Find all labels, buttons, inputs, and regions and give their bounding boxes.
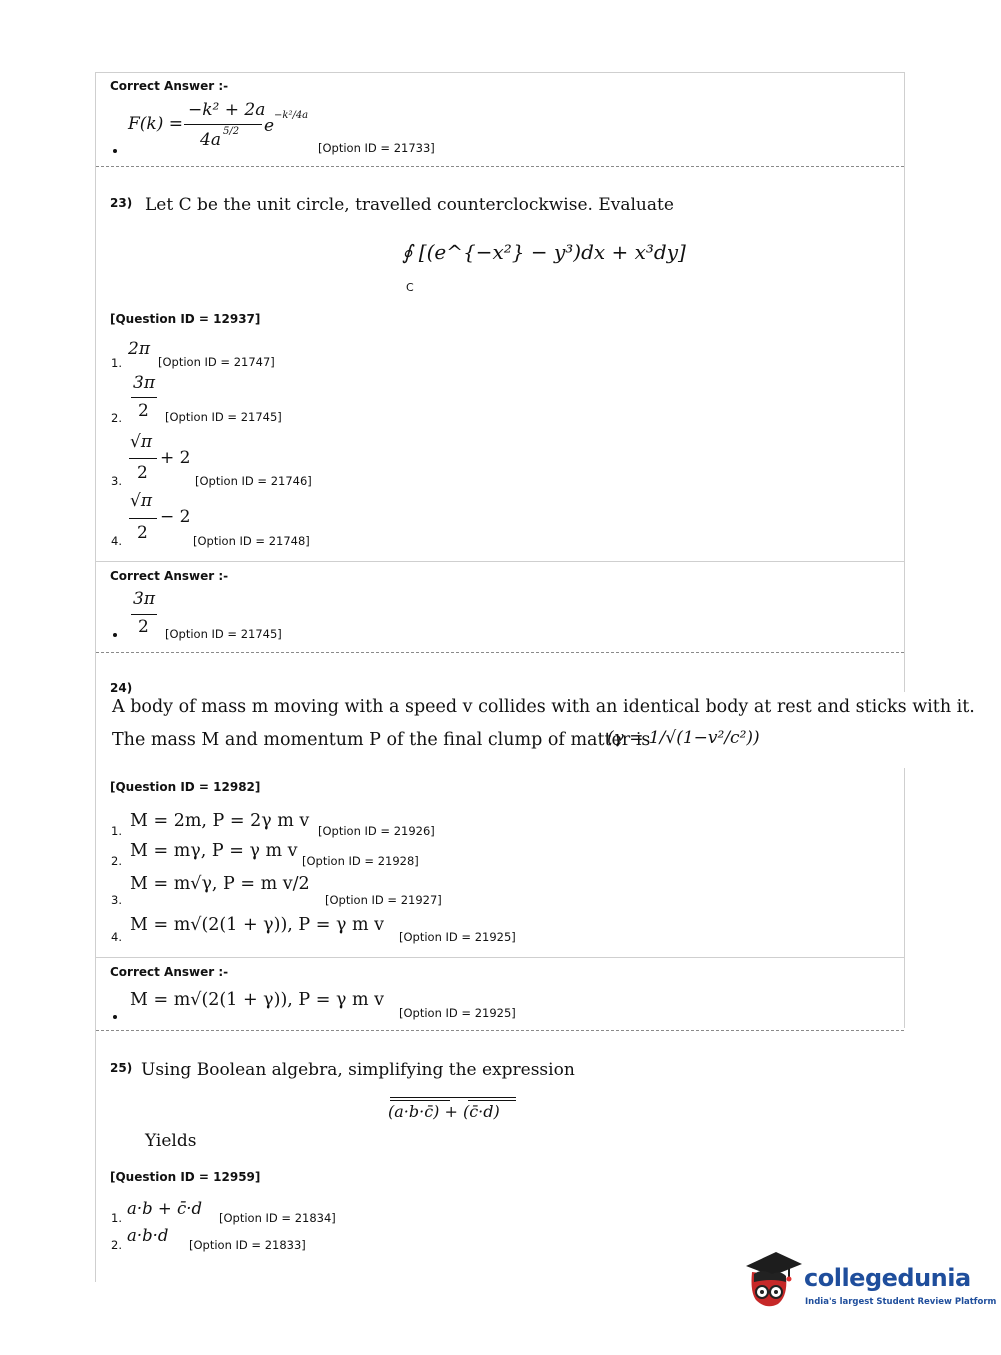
answer-expression: M = m√(2(1 + γ)), P = γ m v — [130, 990, 385, 1010]
integral-expression — [402, 240, 686, 264]
collegedunia-logo — [742, 1248, 997, 1318]
option-number: 2. — [111, 854, 122, 868]
yields-label: Yields — [145, 1131, 197, 1151]
option-id: [Option ID = 21747] — [158, 355, 275, 369]
question-id: [Question ID = 12982] — [110, 780, 261, 794]
formula-exp-base: e — [264, 116, 275, 136]
option-id: [Option ID = 21745] — [165, 627, 282, 641]
option-id: [Option ID = 21927] — [325, 893, 442, 907]
option-denominator: 2 — [138, 401, 149, 421]
answer-numerator: 3π — [133, 589, 155, 609]
separator — [96, 1030, 904, 1031]
integral-subscript: C — [406, 281, 414, 294]
question-number: 23) — [110, 196, 133, 210]
option-denominator: 2 — [137, 463, 148, 483]
formula-den-exponent: 5/2 — [223, 126, 240, 137]
option-suffix: + 2 — [160, 448, 191, 468]
option-number: 1. — [111, 356, 122, 370]
formula-numerator: −k² + 2a — [188, 100, 266, 120]
overline-right — [468, 1100, 516, 1101]
separator — [96, 166, 904, 167]
option-number: 4. — [111, 930, 122, 944]
question-number: 24) — [110, 681, 133, 695]
option-expression: a·b·d — [127, 1226, 169, 1245]
formula-exponent: −k²/4a — [274, 110, 309, 121]
option-expression: M = 2m, P = 2γ m v — [130, 811, 310, 831]
bullet — [113, 149, 117, 153]
option-id: [Option ID = 21925] — [399, 930, 516, 944]
question-text-line1: A body of mass m moving with a speed v collides with an identical body at rest and sticks with it. — [112, 697, 975, 717]
fraction-bar — [129, 458, 157, 459]
option-number: 2. — [111, 411, 122, 425]
question-text: Using Boolean algebra, simplifying the expression — [141, 1060, 575, 1080]
fraction-bar — [131, 397, 157, 398]
option-expression: M = mγ, P = γ m v — [130, 841, 298, 861]
section-divider — [95, 561, 905, 562]
question-id: [Question ID = 12937] — [110, 312, 261, 326]
left-border — [95, 72, 96, 1282]
option-number: 3. — [111, 893, 122, 907]
option-number: 1. — [111, 824, 122, 838]
correct-answer-label: Correct Answer :- — [110, 569, 229, 583]
bullet — [113, 633, 117, 637]
option-id: [Option ID = 21928] — [302, 854, 419, 868]
option-numerator: √π — [130, 432, 153, 452]
question-text: Let C be the unit circle, travelled counterclockwise. Evaluate — [145, 195, 674, 215]
option-number: 4. — [111, 534, 122, 548]
option-number: 1. — [111, 1211, 122, 1225]
correct-answer-label: Correct Answer :- — [110, 79, 229, 93]
bullet — [113, 1015, 117, 1019]
option-denominator: 2 — [137, 523, 148, 543]
overline-left — [390, 1100, 450, 1101]
gamma-definition: (γ = 1/√(1−v²/c²)) — [607, 728, 760, 748]
formula-denominator: 4a — [200, 130, 221, 150]
integral-body: ∮ [(e^{−x²} − y³)dx + x³dy] — [402, 240, 686, 264]
option-expression: M = m√γ, P = m v/2 — [130, 874, 310, 894]
option-number: 3. — [111, 474, 122, 488]
fraction-bar — [129, 518, 157, 519]
option-expression: a·b + c̄·d — [127, 1199, 203, 1218]
question-id: [Question ID = 12959] — [110, 1170, 261, 1184]
formula-lhs: F(k) = — [128, 114, 184, 134]
option-number: 2. — [111, 1238, 122, 1252]
option-id: [Option ID = 21733] — [318, 141, 435, 155]
option-numerator: 3π — [133, 373, 155, 393]
option-suffix: − 2 — [160, 507, 191, 527]
mascot-icon — [742, 1248, 804, 1316]
option-id: [Option ID = 21748] — [193, 534, 310, 548]
option-id: [Option ID = 21834] — [219, 1211, 336, 1225]
fraction-bar — [131, 614, 157, 615]
option-expression: 2π — [128, 339, 150, 359]
top-border — [95, 72, 905, 73]
question-number: 25) — [110, 1061, 133, 1075]
right-border-bottom — [904, 768, 905, 1028]
option-id: [Option ID = 21833] — [189, 1238, 306, 1252]
option-id: [Option ID = 21926] — [318, 824, 435, 838]
brand-name: collegedunia — [804, 1264, 971, 1292]
option-expression: M = m√(2(1 + γ)), P = γ m v — [130, 915, 385, 935]
brand-tagline: India's largest Student Review Platform — [805, 1297, 997, 1307]
overline — [390, 1097, 516, 1098]
separator — [96, 652, 904, 653]
boolean-expression: (a·b·c̄) + (c̄·d) — [388, 1102, 500, 1121]
option-numerator: √π — [130, 491, 153, 511]
question-text-line2: The mass M and momentum P of the final clump of matter is — [112, 730, 651, 750]
section-divider — [95, 957, 905, 958]
option-id: [Option ID = 21746] — [195, 474, 312, 488]
option-id: [Option ID = 21745] — [165, 410, 282, 424]
answer-denominator: 2 — [138, 617, 149, 637]
correct-answer-label: Correct Answer :- — [110, 965, 229, 979]
right-border-top — [904, 72, 905, 692]
option-id: [Option ID = 21925] — [399, 1006, 516, 1020]
fraction-bar — [184, 124, 262, 125]
